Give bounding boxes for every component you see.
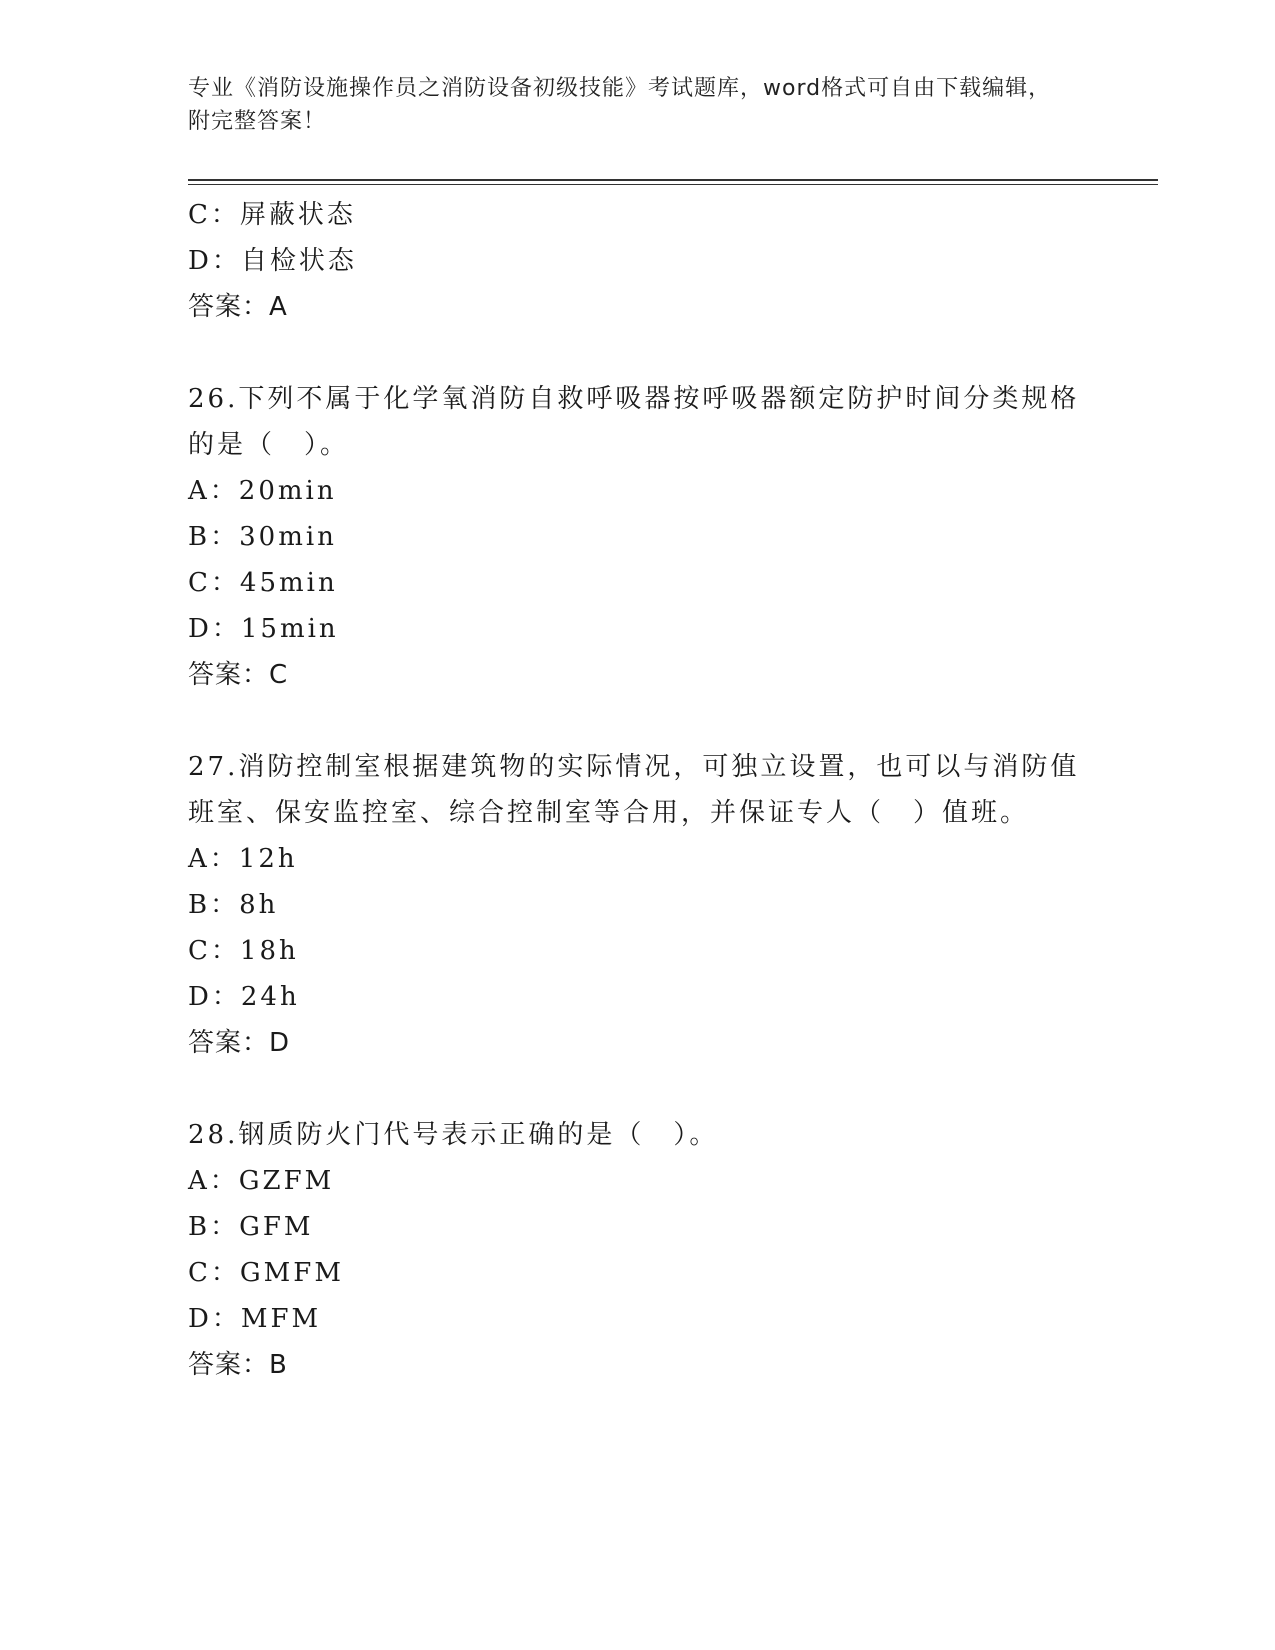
option-c: C：45min — [188, 568, 338, 598]
header-divider-thick — [188, 179, 1158, 181]
option-b: B：GFM — [188, 1212, 314, 1242]
option-b: B：30min — [188, 522, 337, 552]
question-27 — [188, 744, 1088, 1066]
question-text: 27.消防控制室根据建筑物的实际情况，可独立设置，也可以与消防值班室、保安监控室、综合控制室等合用，并保证专人（ ）值班。 — [188, 752, 1080, 828]
answer: 答案：B — [188, 1350, 288, 1380]
option-a: A：20min — [188, 476, 337, 506]
header-divider-thin — [188, 184, 1158, 185]
option-d: D：自检状态 — [188, 246, 357, 276]
option-c: C：GMFM — [188, 1258, 344, 1288]
answer: 答案：D — [188, 1028, 291, 1058]
option-a: A：12h — [188, 844, 298, 874]
answer: 答案：C — [188, 660, 289, 690]
question-28 — [188, 1112, 1088, 1388]
question-text: 26.下列不属于化学氧消防自救呼吸器按呼吸器额定防护时间分类规格的是（ ）。 — [188, 384, 1080, 460]
option-d: D：15min — [188, 614, 339, 644]
option-c: C：18h — [188, 936, 299, 966]
option-a: A：GZFM — [188, 1166, 335, 1196]
answer: 答案：A — [188, 292, 288, 322]
question-26 — [188, 376, 1088, 698]
document-header: 专业《消防设施操作员之消防设备初级技能》考试题库，word格式可自由下载编辑，附完整答案！ — [188, 76, 1052, 134]
option-c: C：屏蔽状态 — [188, 200, 356, 230]
option-b: B：8h — [188, 890, 279, 920]
question-list — [188, 192, 1088, 1388]
question-fragment — [188, 192, 1088, 330]
question-text: 28.钢质防火门代号表示正确的是（ ）。 — [188, 1120, 719, 1150]
option-d: D：MFM — [188, 1304, 322, 1334]
option-d: D：24h — [188, 982, 300, 1012]
